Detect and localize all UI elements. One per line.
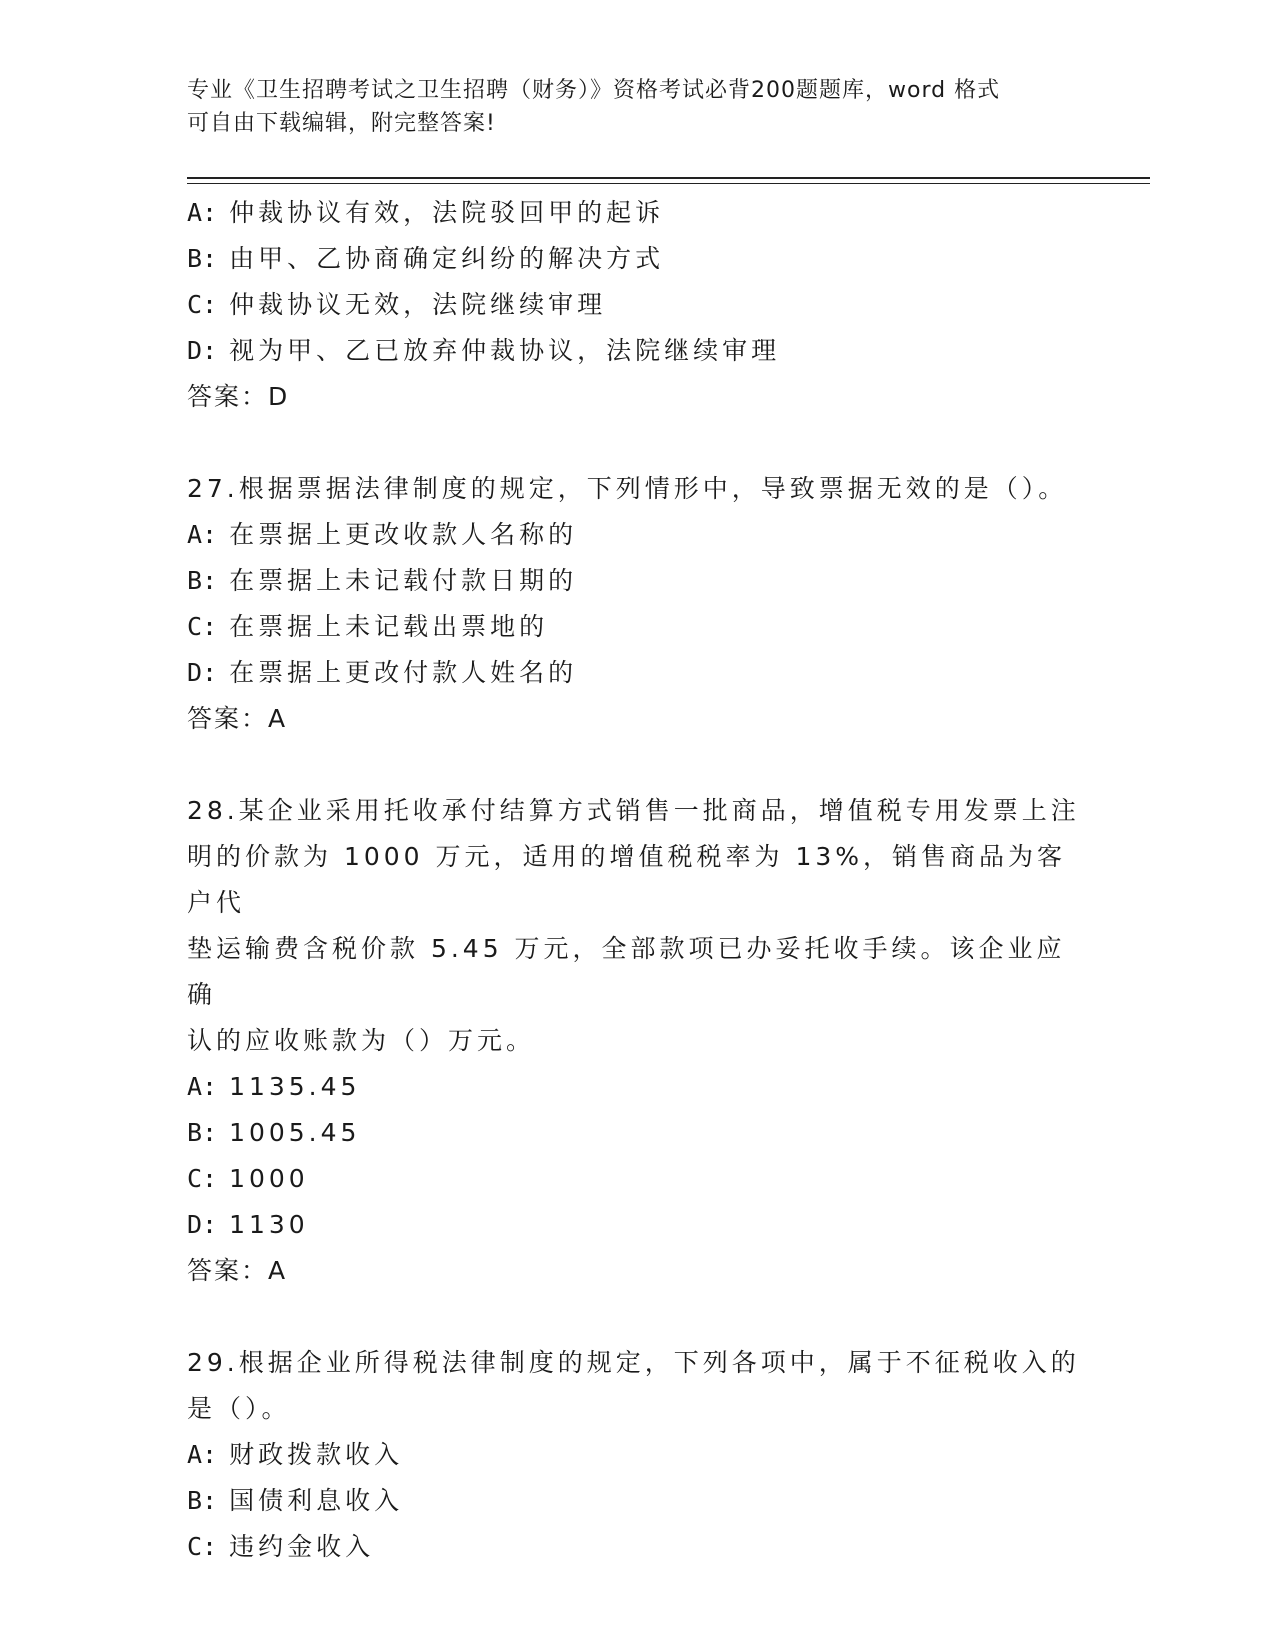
option-d-text: 1130 (229, 1210, 309, 1239)
header-line-1: 专业《卫生招聘考试之卫生招聘（财务）》资格考试必背200题题库，word 格式 (187, 78, 1001, 103)
option-b (187, 236, 1087, 282)
option-b-prefix: B: (187, 244, 218, 273)
question-29-line-1: 29.根据企业所得税法律制度的规定，下列各项中，属于不征税收入的 (187, 1348, 1080, 1377)
answer-27: 答案：A (187, 704, 288, 733)
question-28-line-4: 认的应收账款为（）万元。 (187, 1026, 536, 1055)
document-header (187, 74, 1087, 140)
option-c-text: 违约金收入 (229, 1532, 375, 1561)
question-28-line-3: 垫运输费含税价款 5.45 万元，全部款项已办妥托收手续。该企业应确 (187, 934, 1066, 1009)
option-a-text: 仲裁协议有效，法院驳回甲的起诉 (229, 198, 665, 227)
header-line-2: 可自由下载编辑，附完整答案! (187, 111, 496, 136)
question-28-line-1: 28.某企业采用托收承付结算方式销售一批商品，增值税专用发票上注 (187, 796, 1080, 825)
option-d-text: 视为甲、乙已放弃仲裁协议，法院继续审理 (229, 336, 781, 365)
option-d-prefix: D: (187, 336, 218, 365)
question-29-line-2: 是（）。 (187, 1394, 291, 1423)
option-b-text: 1005.45 (229, 1118, 361, 1147)
question-28-line-2: 明的价款为 1000 万元，适用的增值税税率为 13%，销售商品为客户代 (187, 842, 1067, 917)
option-c-text: 在票据上未记载出票地的 (229, 612, 549, 641)
option-b-text: 由甲、乙协商确定纠纷的解决方式 (229, 244, 665, 273)
option-a-prefix: A: (187, 1072, 218, 1101)
option-d-prefix: D: (187, 658, 218, 687)
option-b (187, 558, 1087, 604)
question-content (187, 190, 1087, 1570)
option-a-text: 1135.45 (229, 1072, 361, 1101)
option-b-text: 国债利息收入 (229, 1486, 404, 1515)
answer-26: 答案：D (187, 382, 290, 411)
option-c-prefix: C: (187, 290, 218, 319)
option-a-prefix: A: (187, 198, 218, 227)
option-b-prefix: B: (187, 1486, 218, 1515)
option-b (187, 1110, 1087, 1156)
option-b-prefix: B: (187, 1118, 218, 1147)
question-29-block (187, 1340, 1087, 1570)
option-a-text: 在票据上更改收款人名称的 (229, 520, 578, 549)
answer-28: 答案：A (187, 1256, 288, 1285)
option-c-prefix: C: (187, 1164, 218, 1193)
question-27-text: 27.根据票据法律制度的规定，下列情形中，导致票据无效的是（）。 (187, 474, 1068, 503)
option-a (187, 1432, 1087, 1478)
option-a (187, 512, 1087, 558)
option-d-text: 在票据上更改付款人姓名的 (229, 658, 578, 687)
option-a (187, 190, 1087, 236)
option-b-text: 在票据上未记载付款日期的 (229, 566, 578, 595)
option-c-prefix: C: (187, 612, 218, 641)
option-d (187, 328, 1087, 374)
header-divider-thin (187, 183, 1150, 184)
option-c (187, 604, 1087, 650)
option-c (187, 282, 1087, 328)
option-d (187, 650, 1087, 696)
question-26-block (187, 190, 1087, 420)
option-c-prefix: C: (187, 1532, 218, 1561)
option-d (187, 1202, 1087, 1248)
option-a-prefix: A: (187, 520, 218, 549)
option-d-prefix: D: (187, 1210, 218, 1239)
option-b-prefix: B: (187, 566, 218, 595)
option-c (187, 1524, 1087, 1570)
option-c-text: 仲裁协议无效，法院继续审理 (229, 290, 607, 319)
option-a-prefix: A: (187, 1440, 218, 1469)
question-28-block (187, 788, 1087, 1294)
option-b (187, 1478, 1087, 1524)
option-a (187, 1064, 1087, 1110)
option-a-text: 财政拨款收入 (229, 1440, 404, 1469)
option-c-text: 1000 (229, 1164, 309, 1193)
header-divider-thick (187, 177, 1150, 179)
option-c (187, 1156, 1087, 1202)
question-27-block (187, 466, 1087, 742)
